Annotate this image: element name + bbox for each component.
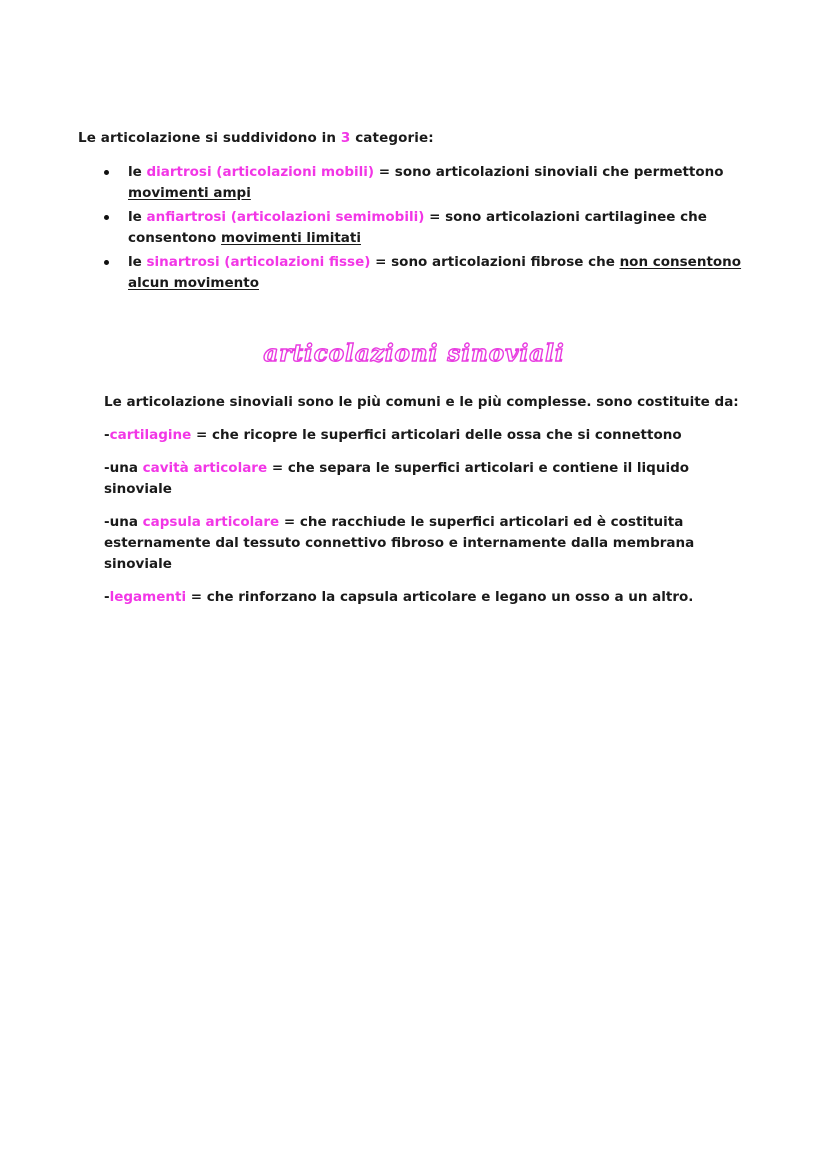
item-term: capsula articolare [142,514,280,530]
item-term: sinartrosi (articolazioni fisse) [146,254,371,270]
item-prefix: -una [104,514,143,530]
bullet-icon [104,260,109,265]
intro-sentence [78,130,434,146]
item-prefix: - [104,427,110,443]
item-underlined: movimenti limitati [221,230,361,246]
item-text: = che separa le superfici articolari e contiene il liquido sinoviale [104,460,690,497]
intro-before: Le articolazione si suddividono in [78,130,341,146]
item-text: = sono articolazioni cartilaginee che consentono [128,209,707,246]
list-item [104,587,744,608]
list-item [104,425,744,446]
list-item [128,207,768,249]
item-prefix: -una [104,460,143,476]
item-term: cavità articolare [142,460,268,476]
item-text: = sono articolazioni fibrose che [370,254,620,270]
bullet-icon [104,170,109,175]
list-item [104,512,744,575]
item-underlined: non consentono alcun movimento [128,254,742,291]
item-term: cartilagine [109,427,192,443]
item-underlined: movimenti ampi [128,185,251,201]
item-text: = che ricopre le superfici articolari delle ossa che si connettono [191,427,682,443]
item-term: diartrosi (articolazioni mobili) [146,164,375,180]
list-item [128,162,768,204]
item-prefix: le [128,254,147,270]
item-prefix: - [104,589,110,605]
item-text: = che rinforzano la capsula articolare e legano un osso a un altro. [186,589,694,605]
item-prefix: le [128,209,147,225]
item-prefix: le [128,164,147,180]
list-item [104,458,744,500]
item-text: = che racchiude le superfici articolari ed è costituita esternamente dal tessuto connettivo fibroso e internamente dalla membrana sinoviale [104,514,695,572]
bullet-icon [104,215,109,220]
synovial-section [104,392,744,620]
list-item [128,252,768,294]
section-title: articolazioni sinoviali [263,340,565,367]
item-term: anfiartrosi (articolazioni semimobili) [146,209,425,225]
category-list [128,162,768,297]
intro-after: categorie: [350,130,434,146]
item-text: = sono articolazioni sinoviali che permettono [374,164,724,180]
item-term: legamenti [109,589,187,605]
synovial-intro: Le articolazione sinoviali sono le più comuni e le più complesse. sono costituite da: [104,394,739,410]
intro-count: 3 [340,130,351,146]
